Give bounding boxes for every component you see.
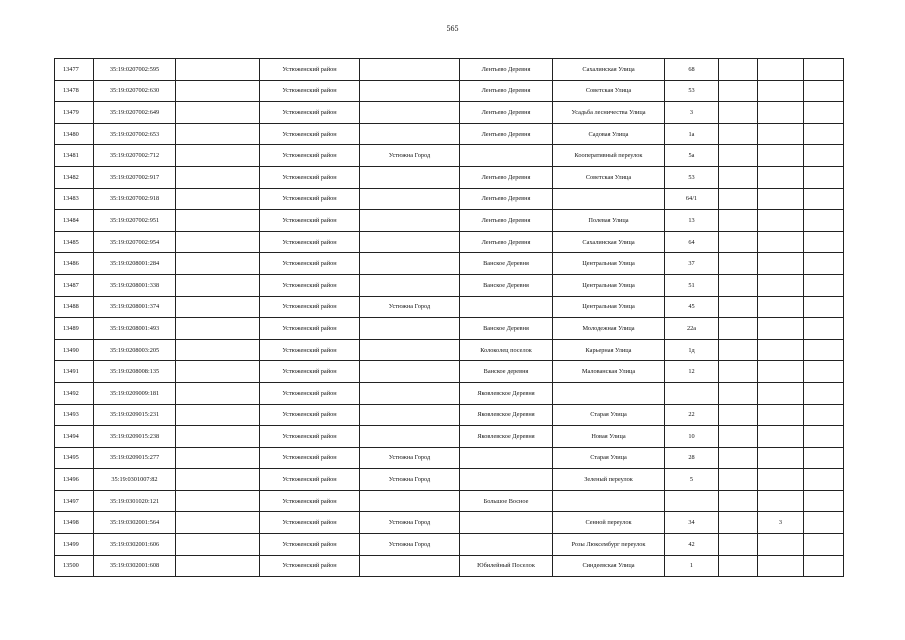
cell-extra-1 [719, 296, 758, 318]
cell-extra-1 [719, 188, 758, 210]
cell-cadastral-number: 35:19:0207002:712 [94, 145, 176, 167]
table-row [55, 274, 844, 296]
cell-district: Устюженский район [260, 253, 360, 275]
cell-settlement: Ванское Деревня [460, 253, 553, 275]
cell-district: Устюженский район [260, 80, 360, 102]
cell-extra-2 [758, 59, 804, 81]
cell-house-number: 28 [665, 447, 719, 469]
cell-extra-1 [719, 166, 758, 188]
cell-extra-3 [804, 102, 844, 124]
cell-cadastral-number: 35:19:0207002:918 [94, 188, 176, 210]
cell-extra-3 [804, 382, 844, 404]
cell-extra-1 [719, 102, 758, 124]
cell-cadastral-number: 35:19:0209015:231 [94, 404, 176, 426]
cell-empty [176, 404, 260, 426]
cell-cadastral-number: 35:19:0302001:608 [94, 555, 176, 577]
cell-record-number: 13496 [55, 469, 94, 491]
cell-settlement: Яковлевское Деревня [460, 404, 553, 426]
cell-street: Розы Люксембург переулок [553, 534, 665, 556]
cell-district: Устюженский район [260, 231, 360, 253]
cell-city [360, 555, 460, 577]
cell-empty [176, 59, 260, 81]
cell-extra-3 [804, 231, 844, 253]
cell-settlement: Лентьево Деревня [460, 188, 553, 210]
cell-city [360, 318, 460, 340]
cell-extra-2 [758, 188, 804, 210]
cell-settlement: Колоколец поселок [460, 339, 553, 361]
cell-house-number: 51 [665, 274, 719, 296]
table-row [55, 231, 844, 253]
cell-cadastral-number: 35:19:0301007:82 [94, 469, 176, 491]
cell-district: Устюженский район [260, 59, 360, 81]
cell-house-number: 1а [665, 123, 719, 145]
cell-street [553, 188, 665, 210]
cell-house-number [665, 382, 719, 404]
cell-house-number: 68 [665, 59, 719, 81]
cell-extra-2 [758, 296, 804, 318]
table-row [55, 361, 844, 383]
table-row [55, 59, 844, 81]
cell-settlement: Лентьево Деревня [460, 231, 553, 253]
cell-house-number: 64/1 [665, 188, 719, 210]
cell-extra-3 [804, 318, 844, 340]
table-row [55, 102, 844, 124]
cell-record-number: 13499 [55, 534, 94, 556]
cell-cadastral-number: 35:19:0207002:649 [94, 102, 176, 124]
cell-extra-1 [719, 80, 758, 102]
cell-extra-2 [758, 469, 804, 491]
table-row [55, 382, 844, 404]
cell-cadastral-number: 35:19:0207002:653 [94, 123, 176, 145]
cell-extra-3 [804, 274, 844, 296]
cell-house-number [665, 490, 719, 512]
cell-record-number: 13490 [55, 339, 94, 361]
cell-extra-3 [804, 555, 844, 577]
cell-extra-3 [804, 404, 844, 426]
registry-table [54, 58, 844, 577]
cell-extra-2: 3 [758, 512, 804, 534]
table-row [55, 296, 844, 318]
cell-street: Центральная Улица [553, 274, 665, 296]
cell-city [360, 59, 460, 81]
table-row [55, 145, 844, 167]
cell-cadastral-number: 35:19:0208003:205 [94, 339, 176, 361]
table-row [55, 123, 844, 145]
cell-district: Устюженский район [260, 361, 360, 383]
cell-extra-2 [758, 447, 804, 469]
cell-record-number: 13491 [55, 361, 94, 383]
cell-record-number: 13481 [55, 145, 94, 167]
cell-record-number: 13482 [55, 166, 94, 188]
cell-settlement: Яковлевское Деревня [460, 382, 553, 404]
cell-extra-1 [719, 490, 758, 512]
table-row [55, 490, 844, 512]
cell-extra-3 [804, 469, 844, 491]
cell-street: Сахалинская Улица [553, 59, 665, 81]
cell-empty [176, 102, 260, 124]
cell-city [360, 80, 460, 102]
cell-extra-1 [719, 123, 758, 145]
cell-extra-3 [804, 339, 844, 361]
cell-city [360, 382, 460, 404]
cell-extra-3 [804, 188, 844, 210]
cell-settlement: Ванское Деревня [460, 318, 553, 340]
cell-house-number: 12 [665, 361, 719, 383]
cell-record-number: 13483 [55, 188, 94, 210]
cell-street: Новая Улица [553, 426, 665, 448]
cell-settlement: Лентьево Деревня [460, 59, 553, 81]
cell-record-number: 13485 [55, 231, 94, 253]
cell-house-number: 34 [665, 512, 719, 534]
cell-extra-2 [758, 145, 804, 167]
cell-street: Старая Улица [553, 447, 665, 469]
cell-record-number: 13488 [55, 296, 94, 318]
cell-extra-2 [758, 80, 804, 102]
cell-city [360, 231, 460, 253]
cell-extra-2 [758, 490, 804, 512]
cell-empty [176, 490, 260, 512]
cell-extra-3 [804, 426, 844, 448]
cell-house-number: 13 [665, 210, 719, 232]
cell-extra-1 [719, 512, 758, 534]
cell-extra-3 [804, 123, 844, 145]
cell-district: Устюженский район [260, 102, 360, 124]
cell-extra-2 [758, 123, 804, 145]
cell-extra-2 [758, 253, 804, 275]
cell-empty [176, 382, 260, 404]
cell-district: Устюженский район [260, 339, 360, 361]
cell-district: Устюженский район [260, 188, 360, 210]
cell-settlement: Лентьево Деревня [460, 123, 553, 145]
cell-extra-2 [758, 274, 804, 296]
cell-cadastral-number: 35:19:0207002:630 [94, 80, 176, 102]
cell-empty [176, 426, 260, 448]
cell-extra-2 [758, 426, 804, 448]
cell-cadastral-number: 35:19:0302001:564 [94, 512, 176, 534]
cell-city [360, 102, 460, 124]
cell-extra-3 [804, 166, 844, 188]
cell-street: Карьерная Улица [553, 339, 665, 361]
cell-street: Центральная Улица [553, 296, 665, 318]
table-row [55, 469, 844, 491]
cell-city [360, 123, 460, 145]
cell-extra-1 [719, 274, 758, 296]
cell-city: Устюжна Город [360, 145, 460, 167]
cell-district: Устюженский район [260, 318, 360, 340]
cell-cadastral-number: 35:19:0207002:954 [94, 231, 176, 253]
cell-extra-1 [719, 339, 758, 361]
cell-cadastral-number: 35:19:0208008:135 [94, 361, 176, 383]
cell-extra-2 [758, 231, 804, 253]
cell-street: Советская Улица [553, 80, 665, 102]
cell-street: Центральная Улица [553, 253, 665, 275]
cell-settlement [460, 512, 553, 534]
table-row [55, 447, 844, 469]
cell-extra-2 [758, 339, 804, 361]
cell-extra-2 [758, 210, 804, 232]
cell-district: Устюженский район [260, 469, 360, 491]
cell-record-number: 13479 [55, 102, 94, 124]
cell-district: Устюженский район [260, 123, 360, 145]
cell-street: Малованская Улица [553, 361, 665, 383]
cell-city [360, 210, 460, 232]
cell-street: Сахалинская Улица [553, 231, 665, 253]
cell-cadastral-number: 35:19:0207002:917 [94, 166, 176, 188]
cell-cadastral-number: 35:19:0208001:493 [94, 318, 176, 340]
cell-record-number: 13487 [55, 274, 94, 296]
cell-house-number: 53 [665, 166, 719, 188]
cell-record-number: 13500 [55, 555, 94, 577]
cell-house-number: 42 [665, 534, 719, 556]
cell-street: Усадьба лесничества Улица [553, 102, 665, 124]
cell-extra-1 [719, 318, 758, 340]
cell-house-number: 5а [665, 145, 719, 167]
cell-empty [176, 210, 260, 232]
cell-cadastral-number: 35:19:0208001:374 [94, 296, 176, 318]
cell-district: Устюженский район [260, 490, 360, 512]
cell-extra-1 [719, 253, 758, 275]
cell-street: Синдеевская Улица [553, 555, 665, 577]
cell-extra-3 [804, 80, 844, 102]
table-row [55, 555, 844, 577]
cell-house-number: 3 [665, 102, 719, 124]
cell-street: Молодежная Улица [553, 318, 665, 340]
table-row [55, 210, 844, 232]
cell-district: Устюженский район [260, 210, 360, 232]
cell-city: Устюжна Город [360, 512, 460, 534]
cell-street: Сенной переулок [553, 512, 665, 534]
cell-street: Советская Улица [553, 166, 665, 188]
cell-extra-3 [804, 490, 844, 512]
cell-settlement [460, 145, 553, 167]
cell-settlement: Яковлевское Деревня [460, 426, 553, 448]
cell-record-number: 13494 [55, 426, 94, 448]
cell-empty [176, 80, 260, 102]
cell-empty [176, 123, 260, 145]
page-number: 565 [446, 24, 459, 33]
cell-street: Полевая Улица [553, 210, 665, 232]
table-row [55, 404, 844, 426]
cell-record-number: 13498 [55, 512, 94, 534]
cell-cadastral-number: 35:19:0207002:951 [94, 210, 176, 232]
cell-district: Устюженский район [260, 447, 360, 469]
cell-extra-3 [804, 512, 844, 534]
cell-extra-3 [804, 253, 844, 275]
cell-city [360, 188, 460, 210]
cell-empty [176, 231, 260, 253]
cell-settlement: Лентьево Деревня [460, 166, 553, 188]
cell-settlement: Большое Восное [460, 490, 553, 512]
cell-city: Устюжна Город [360, 469, 460, 491]
cell-extra-1 [719, 426, 758, 448]
cell-empty [176, 534, 260, 556]
cell-street: Старая Улица [553, 404, 665, 426]
table-row [55, 318, 844, 340]
cell-empty [176, 318, 260, 340]
cell-settlement: Ванское деревня [460, 361, 553, 383]
cell-record-number: 13497 [55, 490, 94, 512]
cell-extra-3 [804, 145, 844, 167]
cell-cadastral-number: 35:19:0208001:338 [94, 274, 176, 296]
cell-district: Устюженский район [260, 555, 360, 577]
cell-cadastral-number: 35:19:0209015:238 [94, 426, 176, 448]
cell-settlement: Лентьево Деревня [460, 80, 553, 102]
cell-city: Устюжна Город [360, 534, 460, 556]
cell-extra-2 [758, 102, 804, 124]
cell-house-number: 64 [665, 231, 719, 253]
cell-city [360, 166, 460, 188]
cell-district: Устюженский район [260, 296, 360, 318]
cell-empty [176, 253, 260, 275]
cell-extra-1 [719, 382, 758, 404]
cell-empty [176, 447, 260, 469]
cell-extra-3 [804, 59, 844, 81]
cell-extra-1 [719, 404, 758, 426]
cell-extra-2 [758, 382, 804, 404]
cell-settlement: Лентьево Деревня [460, 102, 553, 124]
cell-extra-2 [758, 166, 804, 188]
table-row [55, 188, 844, 210]
cell-street: Садовая Улица [553, 123, 665, 145]
table-body [55, 59, 844, 577]
cell-city [360, 490, 460, 512]
cell-extra-3 [804, 296, 844, 318]
cell-cadastral-number: 35:19:0209015:277 [94, 447, 176, 469]
cell-extra-2 [758, 534, 804, 556]
cell-empty [176, 512, 260, 534]
cell-cadastral-number: 35:19:0301020:121 [94, 490, 176, 512]
table-row [55, 426, 844, 448]
cell-city [360, 253, 460, 275]
cell-extra-3 [804, 447, 844, 469]
cell-cadastral-number: 35:19:0208001:284 [94, 253, 176, 275]
cell-house-number: 45 [665, 296, 719, 318]
cell-extra-1 [719, 469, 758, 491]
cell-district: Устюженский район [260, 166, 360, 188]
table-row [55, 253, 844, 275]
cell-settlement [460, 534, 553, 556]
cell-settlement: Ванское Деревня [460, 274, 553, 296]
table-row [55, 339, 844, 361]
cell-house-number: 1 [665, 555, 719, 577]
cell-extra-2 [758, 361, 804, 383]
cell-house-number: 37 [665, 253, 719, 275]
cell-extra-2 [758, 555, 804, 577]
cell-record-number: 13489 [55, 318, 94, 340]
cell-empty [176, 361, 260, 383]
cell-street [553, 382, 665, 404]
cell-extra-1 [719, 210, 758, 232]
cell-house-number: 1д [665, 339, 719, 361]
cell-street [553, 490, 665, 512]
cell-empty [176, 188, 260, 210]
cell-city [360, 404, 460, 426]
cell-house-number: 53 [665, 80, 719, 102]
cell-district: Устюженский район [260, 382, 360, 404]
cell-district: Устюженский район [260, 404, 360, 426]
cell-settlement [460, 296, 553, 318]
cell-extra-1 [719, 59, 758, 81]
cell-empty [176, 274, 260, 296]
cell-record-number: 13486 [55, 253, 94, 275]
cell-empty [176, 166, 260, 188]
table-row [55, 512, 844, 534]
cell-settlement [460, 469, 553, 491]
cell-settlement: Юбилейный Поселок [460, 555, 553, 577]
cell-record-number: 13480 [55, 123, 94, 145]
cell-extra-1 [719, 145, 758, 167]
cell-district: Устюженский район [260, 512, 360, 534]
cell-city [360, 426, 460, 448]
cell-extra-3 [804, 210, 844, 232]
cell-record-number: 13484 [55, 210, 94, 232]
cell-district: Устюженский район [260, 426, 360, 448]
cell-city [360, 274, 460, 296]
cell-street: Кооперативный переулок [553, 145, 665, 167]
cell-house-number: 5 [665, 469, 719, 491]
cell-city: Устюжна Город [360, 447, 460, 469]
cell-empty [176, 145, 260, 167]
cell-record-number: 13495 [55, 447, 94, 469]
cell-settlement [460, 447, 553, 469]
cell-street: Зеленый переулок [553, 469, 665, 491]
cell-record-number: 13492 [55, 382, 94, 404]
cell-extra-3 [804, 534, 844, 556]
cell-settlement: Лентьево Деревня [460, 210, 553, 232]
table-row [55, 166, 844, 188]
cell-cadastral-number: 35:19:0207002:595 [94, 59, 176, 81]
cell-district: Устюженский район [260, 145, 360, 167]
cell-house-number: 10 [665, 426, 719, 448]
cell-extra-1 [719, 361, 758, 383]
cell-extra-2 [758, 318, 804, 340]
cell-city: Устюжна Город [360, 296, 460, 318]
cell-district: Устюженский район [260, 534, 360, 556]
cell-city [360, 361, 460, 383]
cell-extra-1 [719, 231, 758, 253]
cell-extra-2 [758, 404, 804, 426]
cell-extra-1 [719, 534, 758, 556]
cell-house-number: 22 [665, 404, 719, 426]
cell-record-number: 13478 [55, 80, 94, 102]
cell-extra-1 [719, 555, 758, 577]
cell-empty [176, 296, 260, 318]
cell-record-number: 13477 [55, 59, 94, 81]
table-row [55, 534, 844, 556]
cell-record-number: 13493 [55, 404, 94, 426]
cell-empty [176, 469, 260, 491]
cell-cadastral-number: 35:19:0209009:181 [94, 382, 176, 404]
cell-extra-1 [719, 447, 758, 469]
cell-city [360, 339, 460, 361]
cell-district: Устюженский район [260, 274, 360, 296]
cell-empty [176, 555, 260, 577]
cell-house-number: 22а [665, 318, 719, 340]
cell-extra-3 [804, 361, 844, 383]
cell-cadastral-number: 35:19:0302001:606 [94, 534, 176, 556]
cell-empty [176, 339, 260, 361]
table-row [55, 80, 844, 102]
